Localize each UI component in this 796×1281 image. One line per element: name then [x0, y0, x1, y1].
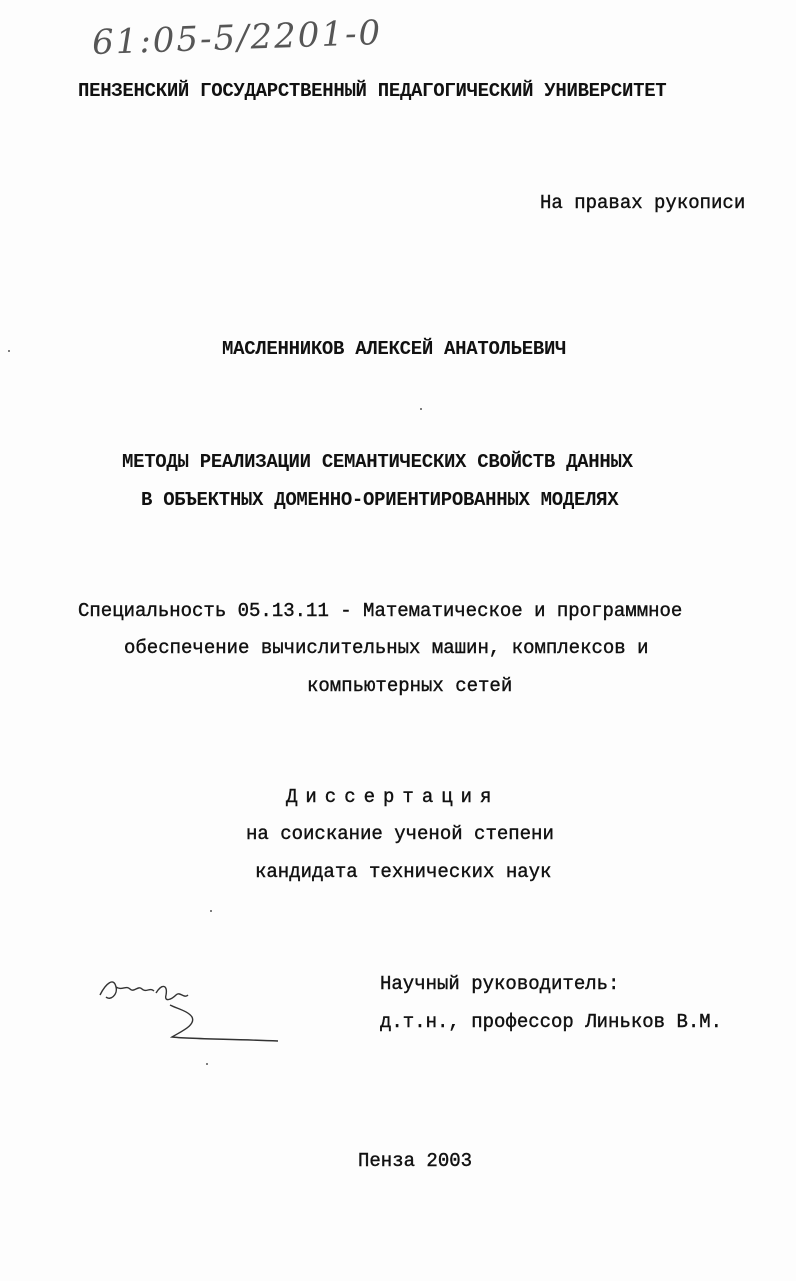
- scan-speck: [206, 1063, 208, 1065]
- dissertation-degree-line-1: на соискание ученой степени: [246, 823, 554, 845]
- scan-speck: [210, 910, 212, 912]
- catalog-number-handwritten: 61:05-5/2201-0: [91, 12, 383, 64]
- scan-speck: [420, 408, 422, 410]
- specialty-line-1: Специальность 05.13.11 - Математическое и программное: [78, 600, 683, 622]
- city-year: Пенза 2003: [358, 1150, 473, 1172]
- supervisor-name: д.т.н., профессор Линьков В.М.: [380, 1011, 723, 1033]
- dissertation-title-line-2: В ОБЪЕКТНЫХ ДОМЕННО-ОРИЕНТИРОВАННЫХ МОДЕЛЯХ: [141, 489, 619, 511]
- signature-graphic: [92, 965, 292, 1055]
- dissertation-label: Диссертация: [286, 786, 500, 808]
- supervisor-label: Научный руководитель:: [380, 973, 620, 995]
- manuscript-rights: На правах рукописи: [540, 192, 746, 214]
- specialty-line-2: обеспечение вычислительных машин, комплексов и: [124, 637, 649, 659]
- university-name: ПЕНЗЕНСКИЙ ГОСУДАРСТВЕННЫЙ ПЕДАГОГИЧЕСКИЙ УНИВЕРСИТЕТ: [78, 80, 667, 102]
- specialty-line-3: компьютерных сетей: [307, 675, 513, 697]
- dissertation-degree-line-2: кандидата технических наук: [255, 861, 552, 883]
- author-name: МАСЛЕННИКОВ АЛЕКСЕЙ АНАТОЛЬЕВИЧ: [222, 338, 567, 360]
- scan-speck: [8, 350, 10, 352]
- dissertation-title-line-1: МЕТОДЫ РЕАЛИЗАЦИИ СЕМАНТИЧЕСКИХ СВОЙСТВ ДАННЫХ: [122, 451, 633, 473]
